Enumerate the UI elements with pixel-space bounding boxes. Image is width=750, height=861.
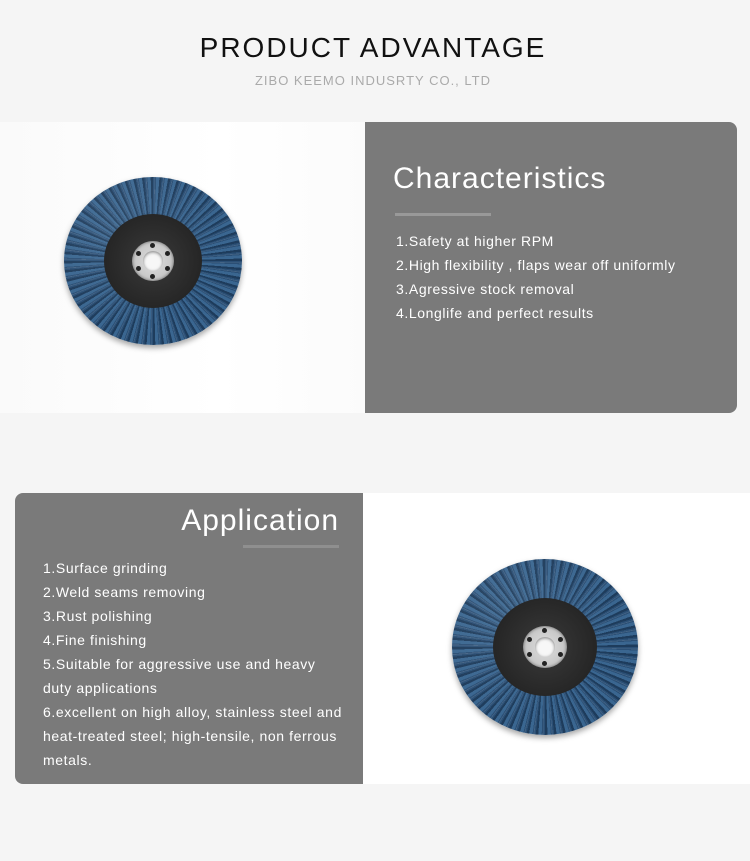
list-item: 1.Safety at higher RPM [396, 233, 554, 249]
title-divider [395, 213, 491, 216]
list-item: 3.Rust polishing [43, 608, 153, 624]
characteristics-list [396, 229, 726, 325]
flap-disc-image [452, 559, 638, 735]
list-item: 5.Suitable for aggressive use and heavy duty applications [43, 656, 316, 696]
product-image-characteristics [0, 122, 366, 413]
list-item: 4.Fine finishing [43, 632, 147, 648]
page-title: PRODUCT ADVANTAGE [199, 32, 547, 63]
list-item: 4.Longlife and perfect results [396, 305, 594, 321]
list-item: 3.Agressive stock removal [396, 281, 575, 297]
list-item: 6.excellent on high alloy, stainless steel and heat-treated steel; high-tensile, non ferrous metals. [43, 704, 342, 768]
characteristics-panel [365, 122, 737, 413]
company-name: ZIBO KEEMO INDUSRTY CO., LTD [254, 73, 492, 88]
product-image-application [363, 493, 750, 784]
application-title: Application [181, 504, 339, 537]
application-panel [15, 493, 363, 784]
list-item: 2.Weld seams removing [43, 584, 206, 600]
title-divider [243, 545, 339, 548]
application-list [43, 556, 343, 772]
characteristics-title: Characteristics [393, 162, 607, 195]
list-item: 1.Surface grinding [43, 560, 168, 576]
list-item: 2.High flexibility , flaps wear off uniformly [396, 257, 676, 273]
flap-disc-image [64, 177, 242, 345]
